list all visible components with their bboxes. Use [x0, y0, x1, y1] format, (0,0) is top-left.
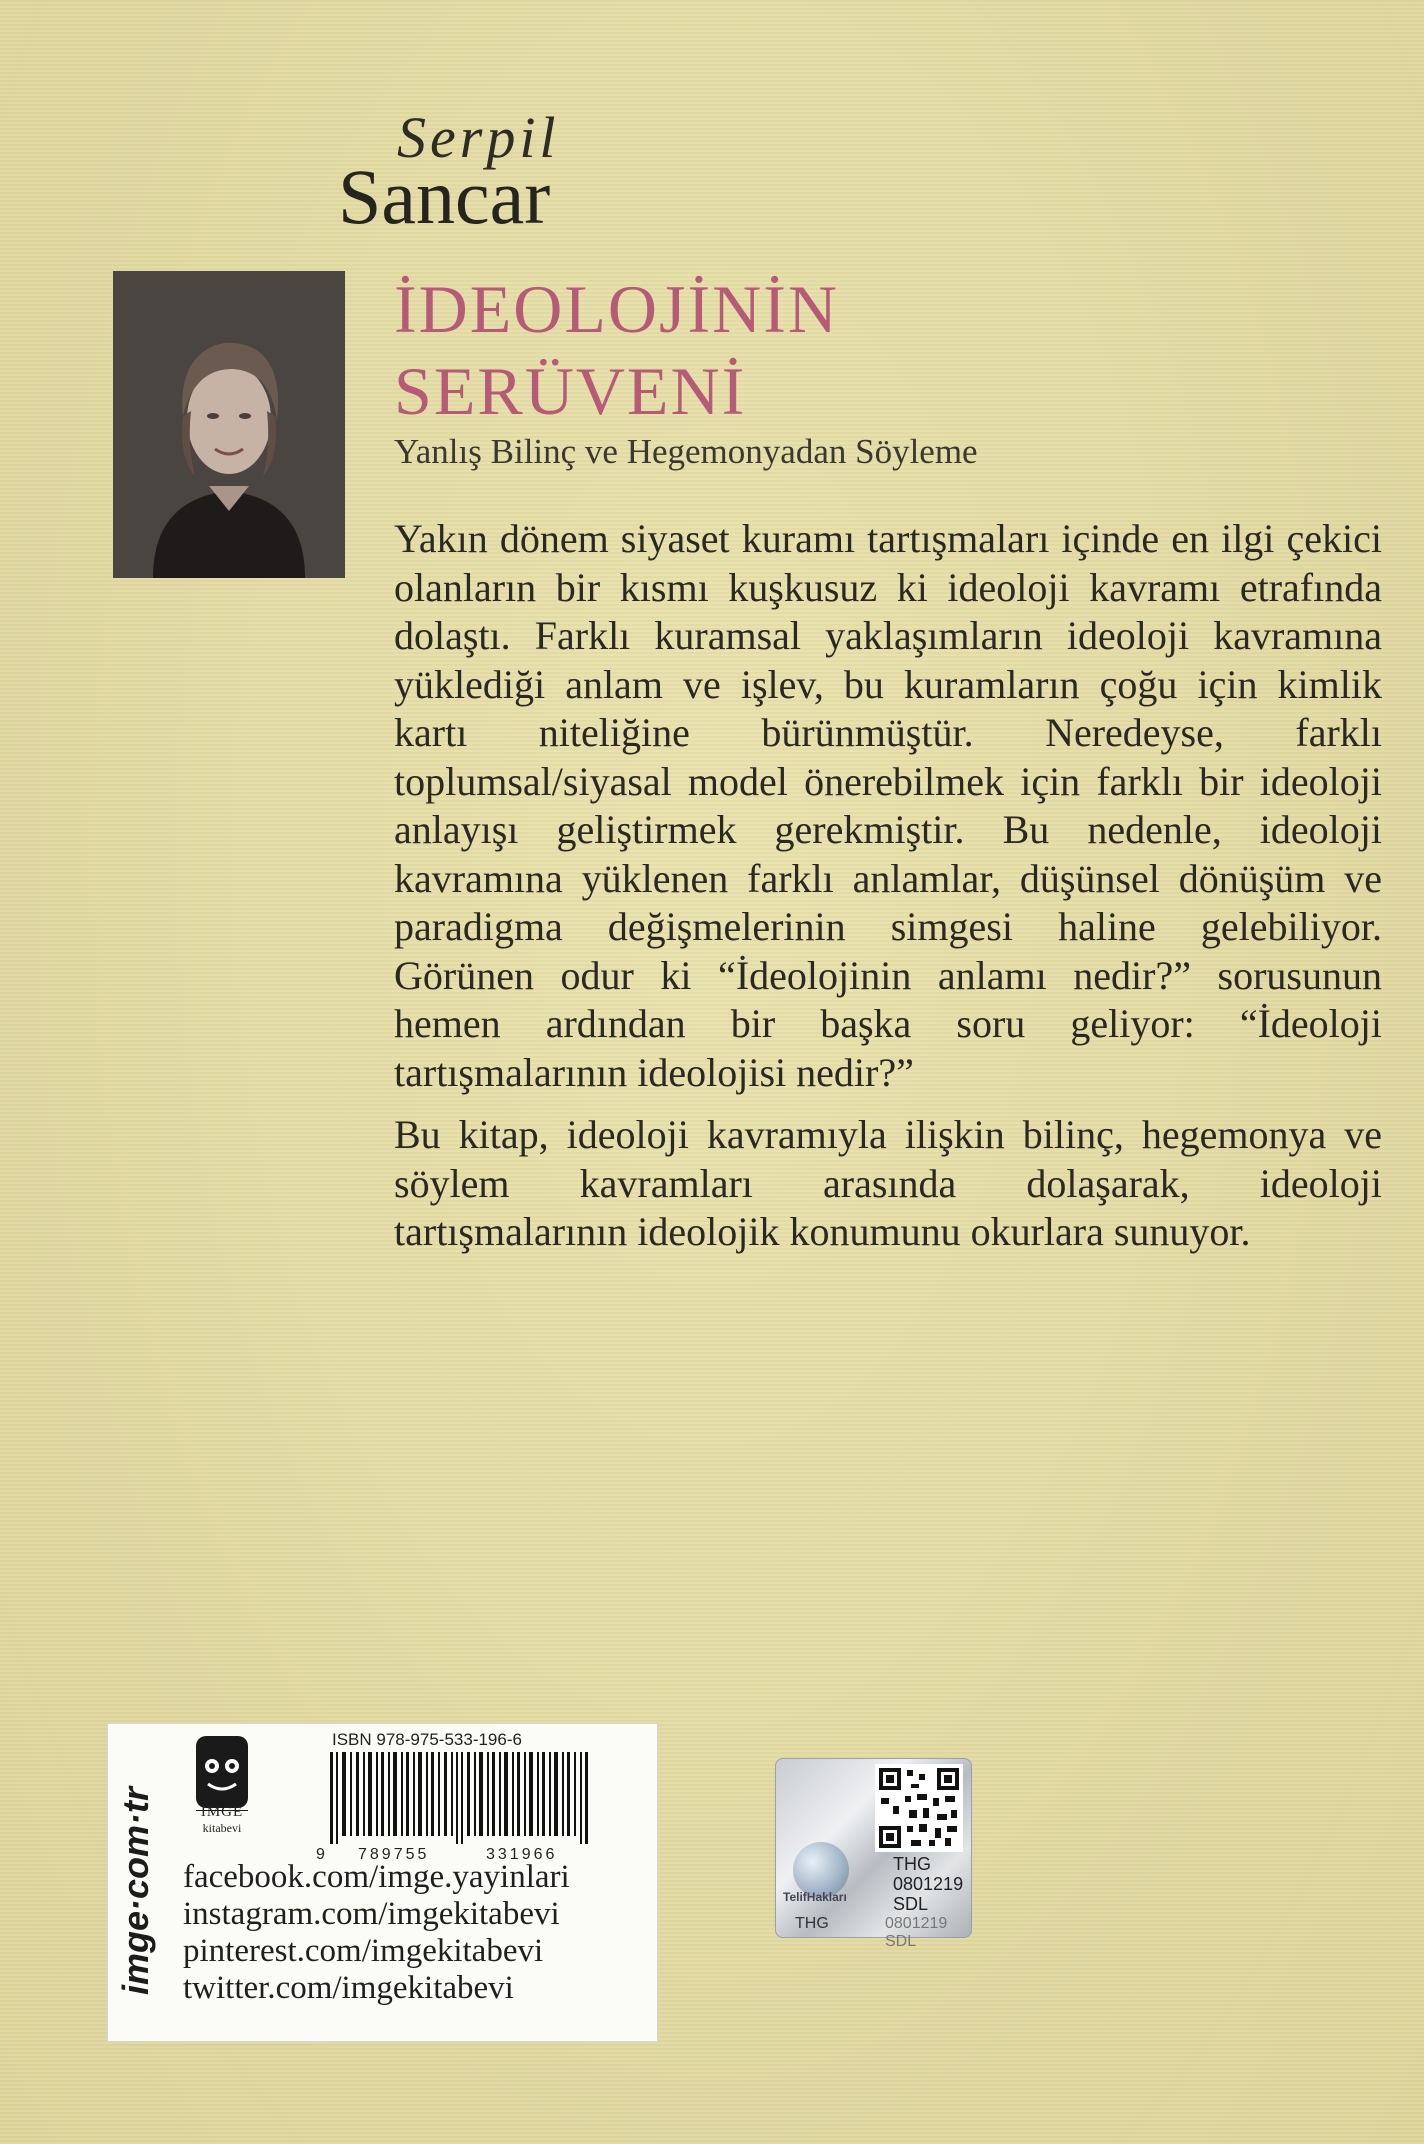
- blurb: [394, 515, 1382, 1257]
- copyright-hologram-sticker: [775, 1758, 972, 1950]
- book-subtitle: Yanlış Bilinç ve Hegemonyadan Söyleme: [394, 432, 978, 471]
- social-links: [183, 1859, 570, 2007]
- social-link-instagram: instagram.com/imgekitabevi: [183, 1896, 560, 1932]
- social-link-twitter: twitter.com/imgekitabevi: [183, 1970, 514, 2006]
- author-first-name: Serpil: [397, 105, 560, 170]
- blurb-paragraph-1: Yakın dönem siyaset kuramı tartışmaları içinde en ilgi çekici olanların bir kısmı kuşkusuz ki ideoloji kavramı etrafında dolaştı. Farklı kuramsal yaklaşımların ideoloji kavramına yüklediği anlam ve işlev, bu kuramların çoğu için kimlik kartı niteliğine bürünmüştür. Neredeyse, farklı toplumsal/siyasal model önerebilmek için farklı bir ideoloji anlayışı geliştirmek gerekmiştir. Bu nedenle, ideoloji kavramına yüklenen farklı anlamlar, düşünsel dönüşüm ve paradigma değişmelerinin simgesi haline gelebiliyor. Görünen odur ki “İdeolojinin anlamı nedir?” sorusunun hemen ardından bir başka soru geliyor: “İdeoloji tartışmalarının ideolojisi nedir?”: [394, 516, 1382, 1095]
- book-title-line-1: İDEOLOJİNİN: [394, 271, 840, 347]
- social-link-facebook: facebook.com/imge.yayinlari: [183, 1859, 570, 1895]
- author-photo: [113, 271, 345, 578]
- publisher-label: [107, 1723, 658, 2042]
- publisher-website-text: imge·com·tr: [115, 1786, 156, 1996]
- hologram-bottom-right: 0801219 SDL: [885, 1915, 948, 1950]
- publisher-logo-sub: kitabevi: [202, 1821, 242, 1835]
- isbn-number: ISBN 978-975-533-196-6: [332, 1730, 522, 1749]
- hologram-code: [893, 1854, 963, 1914]
- blurb-paragraph-2: Bu kitap, ideoloji kavramıyla ilişkin bilinç, hegemonya ve söylem kavramları arasında dolaşarak, ideoloji tartışmalarının ideolojik konumunu okurlara sunuyor.: [394, 1112, 1382, 1254]
- social-link-pinterest: pinterest.com/imgekitabevi: [183, 1933, 544, 1969]
- qr-code-icon: [875, 1764, 963, 1852]
- book-title-line-2: SERÜVENİ: [394, 353, 747, 429]
- author-last-name: Sancar: [338, 153, 551, 240]
- hologram-code-line-1: THG: [893, 1854, 931, 1874]
- publisher-logo-name: İMGE: [200, 1804, 244, 1820]
- hologram-code-line-3: SDL: [893, 1894, 929, 1914]
- barcode-digits-right: 331966: [486, 1846, 558, 1863]
- barcode-digit-first: 9: [316, 1846, 325, 1863]
- hologram-bottom-left: THG: [795, 1915, 829, 1932]
- hologram-brand: TelifHakları: [783, 1890, 847, 1904]
- barcode-icon: [326, 1752, 626, 1844]
- hologram-code-line-2: 0801219: [893, 1874, 964, 1894]
- barcode-digits-left: 789755: [358, 1846, 430, 1863]
- book-title: [394, 268, 839, 432]
- publisher-website: [116, 1746, 156, 2036]
- hologram-bottom-strip: [775, 1912, 972, 1950]
